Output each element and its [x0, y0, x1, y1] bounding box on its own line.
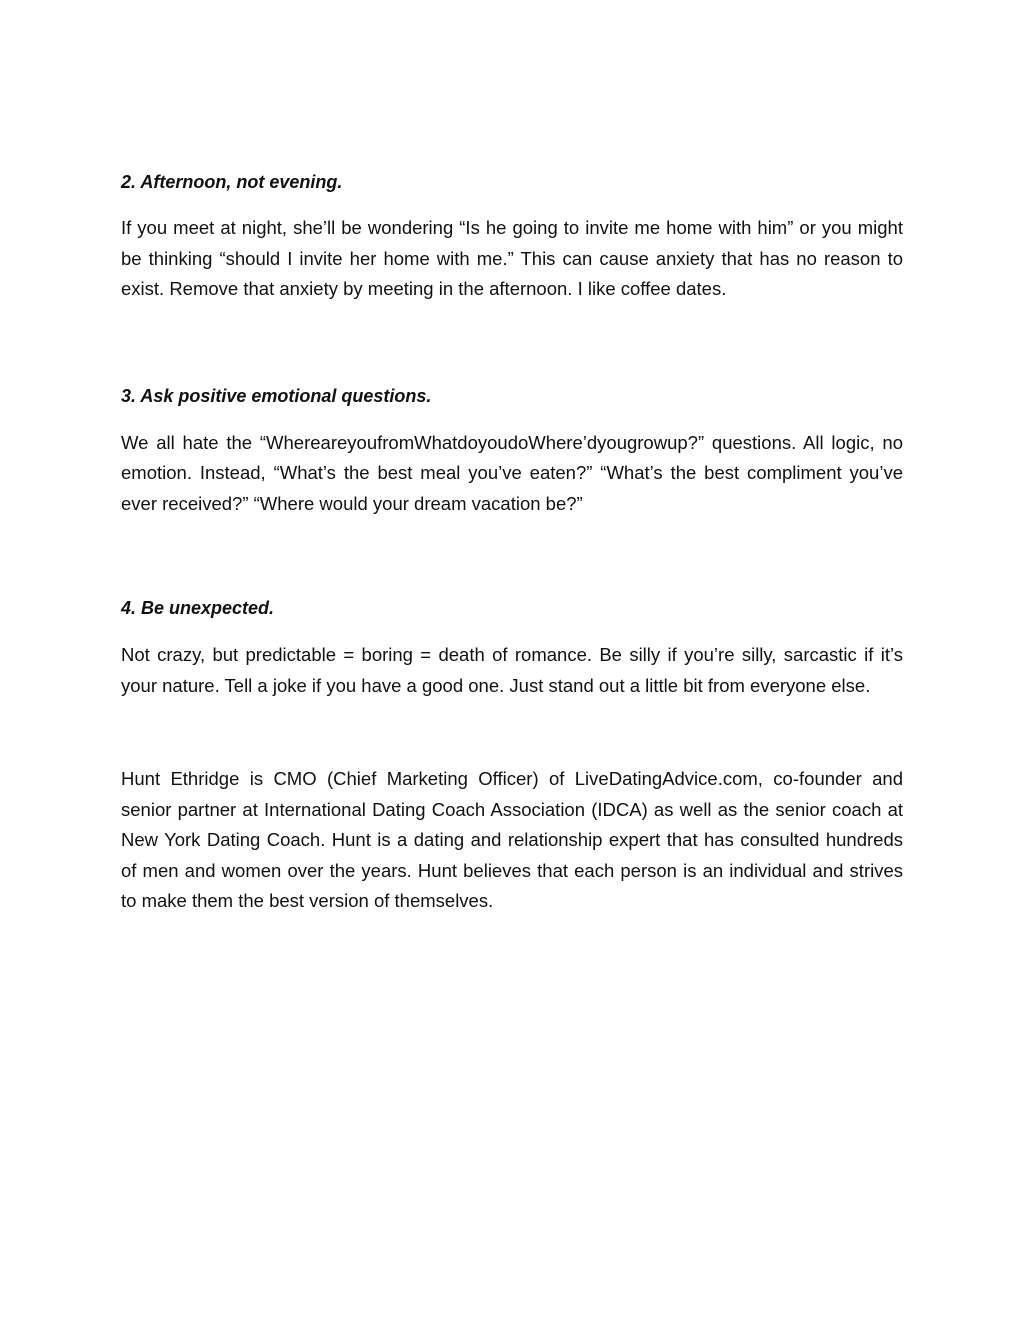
section-heading: 3. Ask positive emotional questions. — [121, 385, 432, 406]
section-heading: 2. Afternoon, not evening. — [121, 172, 343, 192]
author-bio: Hunt Ethridge is CMO (Chief Marketing Officer) of LiveDatingAdvice.com, co-founder and senior partner at International Dating Coach Association (IDCA) as well as the senior coach at New York Dating Coach. Hunt is a dating and relationship expert that has consulted hundreds of men and women over the years. Hunt believes that each person is an individual and strives to make them the best version of themselves. — [121, 768, 903, 911]
document-page — [121, 170, 903, 917]
section-paragraph: We all hate the “WhereareyoufromWhatdoyoudoWhere’dyougrowup?” questions. All logic, no emotion. Instead, “What’s the best meal you’ve eaten?” “What’s the best compliment you’ve ever received?” “Where would your dream vacation be?” — [121, 431, 903, 514]
section-heading: 4. Be unexpected. — [121, 598, 275, 618]
section-paragraph: Not crazy, but predictable = boring = death of romance. Be silly if you’re silly, sarcastic if it’s your nature. Tell a joke if you have a good one. Just stand out a little bit from everyone else. — [121, 644, 903, 696]
section-paragraph: If you meet at night, she’ll be wondering “Is he going to invite me home with him” or you might be thinking “should I invite her home with me.” This can cause anxiety that has no reason to exist. Remove that anxiety by meeting in the afternoon. I like coffee dates. — [121, 217, 903, 299]
